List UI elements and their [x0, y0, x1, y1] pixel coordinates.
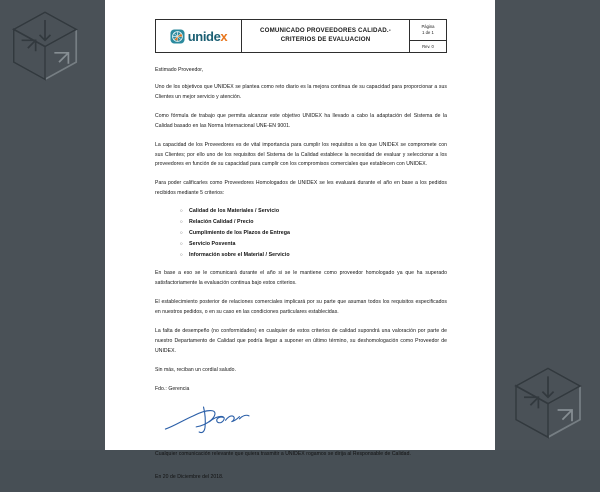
paragraph-1: Uno de los objetivos que UNIDEX se plantea como reto diario es la mejora continua de su capacidad para proporcionar a sus Clientes un mejor servicio y atención.	[155, 83, 447, 100]
header-meta-cell	[410, 20, 446, 52]
logo-accent-letter: x	[220, 28, 228, 44]
paragraph-4: Para poder calificarles como Proveedores Homologados de UNIDEX se les evaluará durante el año en base a los pedidos recibidos mediante 5 criterios:	[155, 180, 447, 197]
bullet-icon: ○	[180, 240, 183, 246]
document-page	[105, 0, 495, 480]
criteria-list	[155, 206, 447, 260]
list-item	[180, 228, 447, 239]
closing-line: Sin más, reciban un cordial saludo.	[155, 366, 237, 373]
paragraph-3: La capacidad de los Proveedores es de vital importancia para cumplir los requisitos a los que UNIDEX se compromete con sus Clientes; por ello uno de los requisitos del Sistema de la Calidad establece la necesidad de evaluar y seleccionar a los proveedores en función de su capacidad para cumplir con los compromisos comerciales que establecen con UNIDEX.	[155, 141, 447, 168]
document-title: COMUNICADO PROVEEDORES CALIDAD.- CRITERIOS DE EVALUACION	[260, 27, 391, 43]
document-body	[155, 66, 447, 492]
salutation: Estimado Proveedor,	[155, 67, 204, 73]
isometric-cube-icon	[508, 362, 588, 442]
bullet-icon: ○	[180, 219, 183, 225]
paragraph-5: En base a eso se le comunicará durante el año si se le mantiene como proveedor homologado ya que ha superado satisfactoriamente la evaluación continua bajo estos criterios.	[155, 270, 447, 287]
document-header-table	[155, 19, 447, 53]
page-label: Página	[421, 24, 435, 30]
list-item	[180, 239, 447, 250]
bullet-icon: ○	[180, 251, 183, 257]
list-item-label: Relación Calidad / Precio	[189, 219, 254, 226]
bullet-icon: ○	[180, 208, 183, 214]
globe-logo-icon	[170, 29, 185, 44]
logo-wordmark: unidex	[187, 28, 228, 44]
handwritten-signature	[161, 404, 271, 438]
paragraph-7: La falta de desempeño (no conformidades) en cualquier de estos criterios de calidad supondrá una valoración por parte de nuestro Departamento de Calidad que podría llegar a suponer en último término, su deshomologación como Proveedor de UNIDEX.	[155, 328, 447, 354]
date-line: En 20 de Diciembre del 2018.	[155, 473, 224, 480]
paragraph-8: Cualquier comunicación relevante que quiera trasmitir a UNIDEX rogamos se dirija al Responsable de Calidad.	[155, 450, 411, 457]
header-page-number	[410, 20, 446, 41]
bullet-icon: ○	[180, 229, 183, 235]
paragraph-6: El establecimiento posterior de relaciones comerciales implicará por su parte que asuman todos los requisitos especificados en nuestros pedidos, o en su caso en las condiciones particulares establecidas.	[155, 299, 447, 316]
list-item	[180, 206, 447, 217]
signed-by: Fdo.: Gerencia	[155, 385, 190, 392]
header-logo-cell	[156, 20, 242, 52]
list-item-label: Cumplimiento de los Plazos de Entrega	[189, 229, 291, 236]
revision-value: Rev. 0	[422, 43, 434, 49]
header-revision	[410, 41, 446, 52]
paragraph-2: Como fórmula de trabajo que permita alcanzar este objetivo UNIDEX ha llevado a cabo la adaptación del Sistema de la Calidad basado en las Norma Internacional UNE-EN 9001.	[155, 112, 447, 129]
signature-block	[155, 404, 447, 440]
list-item	[180, 217, 447, 228]
unidex-logo	[170, 29, 228, 44]
list-item-label: Calidad de los Materiales / Servicio	[189, 208, 280, 215]
list-item-label: Servicio Posventa	[189, 240, 236, 247]
isometric-cube-icon	[6, 6, 84, 84]
list-item-label: Información sobre el Material / Servicio	[189, 251, 290, 258]
page-value: 1 de 1	[422, 30, 434, 36]
list-item	[180, 250, 447, 261]
header-title-cell	[242, 20, 410, 52]
